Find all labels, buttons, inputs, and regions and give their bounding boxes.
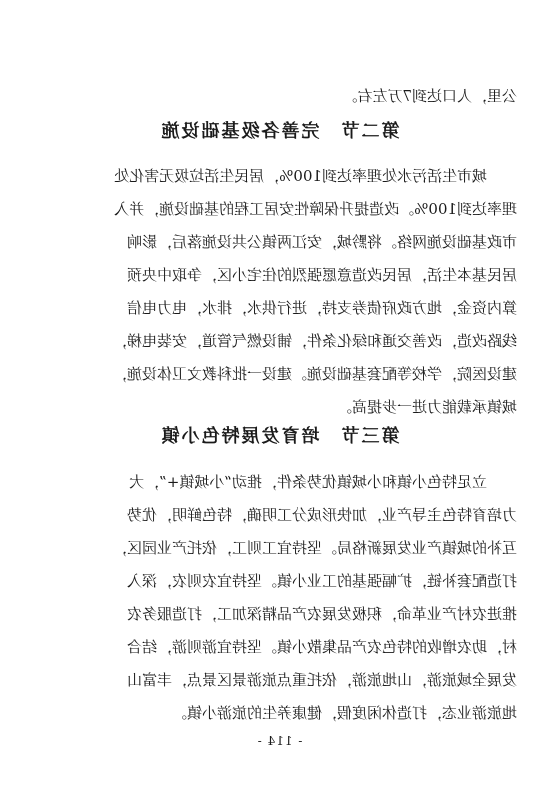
paragraph-line: 城镇承载能力进一步提高。 — [336, 398, 517, 416]
paragraph-line: 村，助农增收的特色农产品集散小镇。坚持宜游则游，结合 — [126, 638, 517, 656]
paragraph-line: 城市生活污水处理率达到100%，居民生活垃圾无害化处 — [114, 167, 487, 185]
paragraph-line: 建设医院，学校等配套基础设施。建设一批科教文卫体设施， — [111, 365, 517, 383]
paragraph-line: 市政基础设施网络。将黔城，安江两镇公共设施落后，影响 — [126, 233, 517, 251]
paragraph-line: 发展全域旅游，山地旅游，依托重点旅游景区景点，丰富山 — [126, 671, 517, 689]
paragraph-line: 算内资金，地方政府债券支持，进行供水，排水，电力电信 — [126, 299, 517, 317]
paragraph-line: 互补的城镇产业发展新格局。坚持宜工则工，依托产业园区， — [111, 539, 517, 557]
section-heading: 第二节 完善各级基础设施 — [159, 121, 400, 142]
paragraph-line: 推进农村产业革命，积极发展农产品精深加工，打造服务农 — [126, 605, 517, 623]
paragraph-line: 力培育特色主导产业，加快形成分工明确，特色鲜明，优势 — [126, 506, 517, 524]
paragraph-line: 地旅游业态，打造休闲度假，健康养生的旅游小镇。 — [171, 704, 517, 722]
section-heading: 第三节 培育发展特色小镇 — [159, 426, 400, 447]
paragraph-line: 理率达到100%。改造提升保障性安居工程的基础设施，并入 — [114, 200, 517, 218]
paragraph-line: 公里，人口达到7万左右。 — [342, 87, 517, 105]
paragraph-line: 线路改造，改善交通和绿化条件，铺设燃气管道，安装电梯， — [111, 332, 517, 350]
page-number: - 114 - — [256, 734, 303, 748]
paragraph-line: 居民基本生活，居民改造意愿强烈的住宅小区，争取中央预 — [126, 266, 517, 284]
paragraph-line: 打造配套补链，扩幅强基的工业小镇。坚持宜农则农，深入 — [126, 572, 517, 590]
paragraph-line: 立足特色小镇和小城镇优势条件，推动“小城镇+”，大 — [129, 473, 487, 491]
